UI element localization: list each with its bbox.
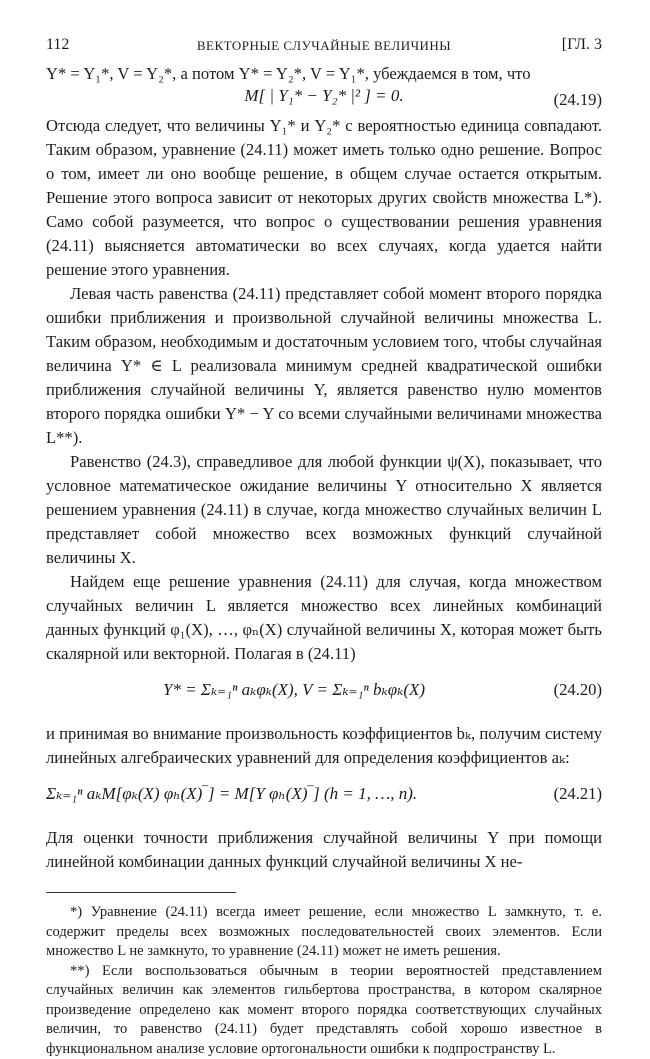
equation-formula: Σₖ₌₁ⁿ aₖM[φₖ(X) φₕ(X)‾] = M[Y φₕ(X)‾] (h = 1, …, n). [46, 784, 532, 804]
paragraph: Равенство (24.3), справедливое для любой функции ψ(X), показывает, что условное математическое ожидание величины Y относительно X является решением уравнения (24.11) в случае, когда множество случайных величин L представляет собой множество всех возможных функций случайной величины X. [46, 450, 602, 570]
running-header [46, 36, 602, 62]
equation-24-20 [46, 666, 602, 722]
equation-formula: M[ | Y₁* − Y₂* |² ] = 0. [46, 86, 602, 106]
page-number: 112 [46, 36, 69, 54]
footnote: *) Уравнение (24.11) всегда имеет решение, если множество L замкнуто, т. е. содержит пределы всех возможных последовательностей своих элементов. Если множество L не замкнуто, то уравнение (24.11) может не иметь решения. [46, 903, 602, 962]
footnote: **) Если воспользоваться обычным в теории вероятностей представлением случайных величин как элементов гильбертова пространства, в котором скалярное произведение определено как момент второго порядка соответствующих случайных величин, то равенство (24.11) будет представлять собой хорошо известное в функциональном анализе условие ортогональности ошибки к подпространству L. [46, 962, 602, 1059]
paragraph: и принимая во внимание произвольность коэффициентов bₖ, получим систему линейных алгебраических уравнений для определения коэффициентов aₖ: [46, 722, 602, 770]
chapter-label: [ГЛ. 3 [562, 36, 602, 54]
equation-number: (24.21) [554, 784, 602, 804]
paragraph: Левая часть равенства (24.11) представляет собой момент второго порядка ошибки приближения и произвольной случайной величины множества L. Таким образом, необходимым и достаточным условием того, чтобы случайная величина Y* ∈ L реализовала минимум средней квадратической ошибки приближения случайной величины Y, является равенство нулю моментов второго порядка ошибки Y* − Y со всеми случайными величинами множества L**). [46, 282, 602, 450]
paragraph: Найдем еще решение уравнения (24.11) для случая, когда множеством случайных величин L является множество всех линейных комбинаций данных функций φ₁(X), …, φₙ(X) случайной величины X, которая может быть скалярной или векторной. Полагая в (24.11) [46, 570, 602, 666]
equation-formula: Y* = Σₖ₌₁ⁿ aₖφₖ(X), V = Σₖ₌₁ⁿ bₖφₖ(X) [46, 680, 542, 700]
paragraph: Отсюда следует, что величины Y₁* и Y₂* с вероятностью единица совпадают. Таким образом, уравнение (24.11) может иметь только одно решение. Вопрос о том, имеет ли оно вообще решение, в общем случае остается открытым. Решение этого вопроса зависит от некоторых других свойств множества L*). Само собой разумеется, что вопрос о существовании решения уравнения (24.11) выясняется автоматически во всех случаях, когда удается найти решение этого уравнения. [46, 114, 602, 282]
footnote-divider [46, 892, 236, 893]
page [46, 36, 602, 1059]
equation-24-19 [46, 86, 602, 114]
text-line: Y* = Y₁*, V = Y₂*, а потом Y* = Y₂*, V = Y₁*, убеждаемся в том, что [46, 62, 602, 86]
paragraph: Для оценки точности приближения случайной величины Y при помощи линейной комбинации данных функций случайной величины X не- [46, 826, 602, 874]
equation-number: (24.20) [554, 680, 602, 700]
equation-number: (24.19) [554, 90, 602, 110]
equation-24-21 [46, 770, 602, 826]
running-title: ВЕКТОРНЫЕ СЛУЧАЙНЫЕ ВЕЛИЧИНЫ [46, 38, 602, 54]
